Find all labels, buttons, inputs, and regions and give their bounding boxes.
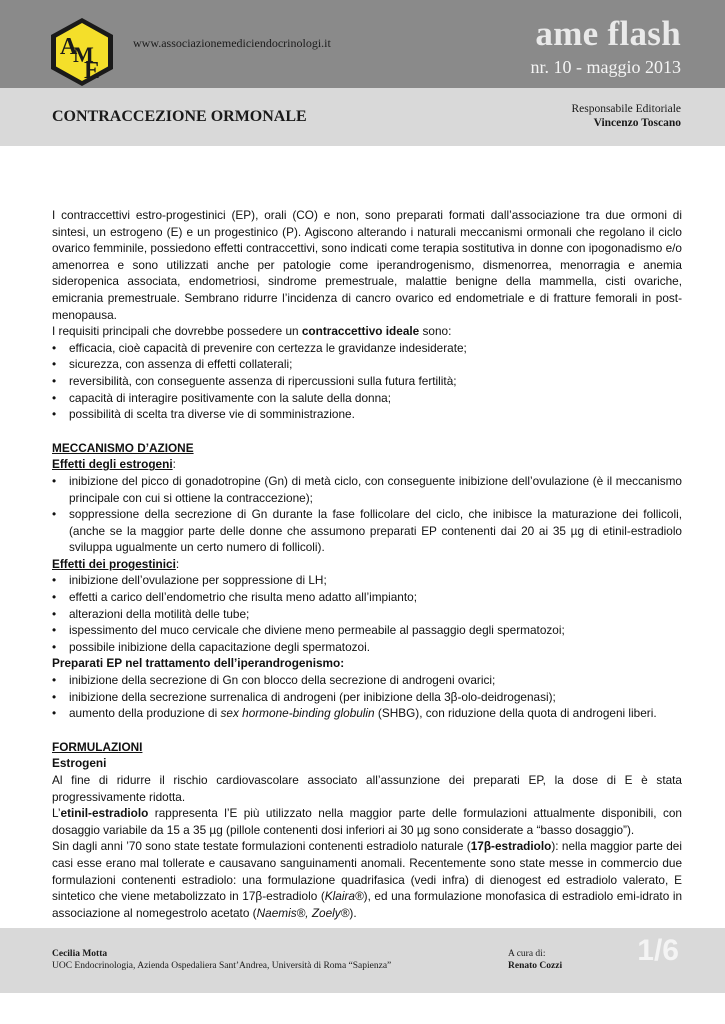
paragraph-italic: Naemis®, Zoely® xyxy=(256,905,350,920)
list-item: • capacità di interagire positivamente con la salute della donna; xyxy=(52,390,682,407)
formulations-paragraph-1: Al fine di ridurre il rischio cardiovascolare associato all’assunzione dei preparati EP, la dose di E è stata progressivamente ridotta. xyxy=(52,773,682,804)
intro-paragraph: I contraccettivi estro-progestinici (EP), orali (CO) e non, sono preparati formati dall’associazione tra due ormoni di sintesi, un estrogeno (E) e un progestinico (P). Agiscono alterando i naturali meccanismi ormonali che regolano il ciclo ovarico femminile, possiedono effetti contraccettivi, sono indicati come terapia sostitutiva in donne con ipogonadismo e/o amenorrea e sono utilizzati anche per patologie come iperandrogenismo, dismenorrea, menorragia e anemia sideropenica associata, endometriosi, sindrome premestruale, malattie benigne della mammella, cisti ovariche, emicrania premestruale. Sembrano ridurre l’incidenza di cancro ovarico ed endometriale e di fratture femorali in post-menopausa. xyxy=(52,208,682,322)
curator-name: Renato Cozzi xyxy=(508,960,563,971)
editor-name: Vincenzo Toscano xyxy=(593,117,681,129)
list-item: • inibizione del picco di gonadotropine (Gn) di metà ciclo, con conseguente inibizione dell’ovulazione (è il meccanismo principale con cui si ottiene la contraccezione); xyxy=(52,473,682,506)
requirements-intro-bold: contraccettivo ideale xyxy=(301,324,420,339)
list-item: • ispessimento del muco cervicale che diviene meno permeabile al passaggio degli spermatozoi; xyxy=(52,622,682,639)
section-heading-formulations: FORMULAZIONI xyxy=(52,739,143,754)
paragraph-text: ). xyxy=(349,905,357,920)
list-item: • possibile inibizione della capacitazione degli spermatozoi. xyxy=(52,639,682,656)
list-item xyxy=(52,705,682,722)
ep-effects-list xyxy=(52,672,682,722)
paragraph-text: ): nella maggior parte dei casi esse erano mal tollerate e causavano sanguinamenti anomali. Recentemente sono state messe in commercio due formulazioni contenenti estradiolo: una formulazione quadrifasica (vedi infra) di dienogest ed estradiolo valerato, E sintetico che viene metabolizzato in 17β-estradiolo ( xyxy=(52,839,682,904)
curator-block xyxy=(508,949,562,972)
subheading-estrogens-formulation: Estrogeni xyxy=(52,756,107,771)
list-item: • reversibilità, con conseguente assenza di ripercussioni sulla futura fertilità; xyxy=(52,373,682,390)
paragraph-text: ), ed una formulazione monofasica di estradiolo emi-idrato in associazione al nomegestrolo acetato ( xyxy=(52,889,683,920)
page-title: CONTRACCEZIONE ORMONALE xyxy=(52,108,307,125)
requirements-intro xyxy=(52,323,682,340)
requirements-intro-text: I requisiti principali che dovrebbe possedere un xyxy=(52,324,302,339)
issue-number: nr. 10 - maggio 2013 xyxy=(530,57,681,77)
list-item-suffix: (SHBG), con riduzione della quota di androgeni liberi. xyxy=(374,706,657,721)
paragraph-bold: 17β-estradiolo xyxy=(470,839,552,854)
list-item: • soppressione della secrezione di Gn durante la fase follicolare del ciclo, che inibisce la maturazione dei follicoli, (anche se la maggior parte delle donne che assumono preparati EP contenenti dai 20 ai 35 µg di etinil-estradiolo sviluppa ugualmente un certo numero di follicoli). xyxy=(52,506,682,556)
brand-title: ame flash xyxy=(535,14,681,53)
list-item-text: aumento della produzione di xyxy=(69,706,221,721)
author-affiliation: UOC Endocrinologia, Azienda Ospedaliera Sant’Andrea, Università di Roma “Sapienza” xyxy=(52,960,392,971)
estrogen-effects-list xyxy=(52,473,682,556)
logo-letter-a: A xyxy=(60,34,78,60)
article-body xyxy=(52,207,682,921)
subheading-progestins-text: Effetti dei progestinici xyxy=(52,556,176,571)
formulations-paragraph-3 xyxy=(52,838,682,921)
author-name: Cecilia Motta xyxy=(52,949,108,959)
paragraph-text: rappresenta l’E più utilizzato nella maggior parte delle formulazioni attualmente disponibili, con dosaggio variabile da 15 a 35 µg (pillole contenenti dosi inferiori ai 30 µg sono considerate a “basso dosaggio”). xyxy=(52,806,682,837)
list-item-italic: sex hormone-binding globulin xyxy=(220,706,375,721)
list-item: • alterazioni della motilità delle tube; xyxy=(52,606,682,623)
logo-letter-m: M xyxy=(73,42,94,67)
section-heading-mechanism: MECCANISMO D’AZIONE xyxy=(52,440,194,455)
editor-label: Responsabile Editoriale xyxy=(571,103,681,115)
requirements-list xyxy=(52,340,682,423)
site-url-link[interactable]: www.associazionemediciendocrinologi.it xyxy=(133,36,331,50)
author-block xyxy=(52,949,391,972)
list-item: • inibizione della secrezione surrenalica di androgeni (per inibizione della 3β-olo-deidrogenasi); xyxy=(52,689,682,706)
list-item: • possibilità di scelta tra diverse vie di somministrazione. xyxy=(52,406,682,423)
paragraph-italic: Klaira® xyxy=(324,889,364,904)
paragraph-text: L’ xyxy=(52,806,61,821)
list-item: • sicurezza, con assenza di effetti collaterali; xyxy=(52,356,682,373)
list-item: • effetti a carico dell’endometrio che risulta meno adatto all’impianto; xyxy=(52,589,682,606)
curator-label: A cura di: xyxy=(508,949,546,959)
list-item: • inibizione della secrezione di Gn con blocco della secrezione di androgeni ovarici; xyxy=(52,672,682,689)
list-item: • efficacia, cioè capacità di prevenire con certezza le gravidanze indesiderate; xyxy=(52,340,682,357)
subheading-progestins: Effetti dei progestinici: xyxy=(52,556,180,571)
list-item: • inibizione dell’ovulazione per soppressione di LH; xyxy=(52,572,682,589)
subheading-estrogens-text: Effetti degli estrogeni xyxy=(52,457,173,472)
subheading-ep-hyperandrogenism: Preparati EP nel trattamento dell’iperandrogenismo: xyxy=(52,656,345,671)
page-number: 1/6 xyxy=(637,934,679,967)
paragraph-bold: etinil-estradiolo xyxy=(60,806,149,821)
editor-block xyxy=(571,102,681,130)
paragraph-text: Sin dagli anni ’70 sono state testate formulazioni contenenti estradiolo naturale ( xyxy=(52,839,471,854)
requirements-intro-suffix: sono: xyxy=(419,324,452,339)
subheading-estrogens: Effetti degli estrogeni: xyxy=(52,457,176,472)
ame-logo xyxy=(48,16,116,88)
logo-letter-e: E xyxy=(84,58,101,84)
progestin-effects-list xyxy=(52,572,682,655)
formulations-paragraph-2 xyxy=(52,805,682,838)
